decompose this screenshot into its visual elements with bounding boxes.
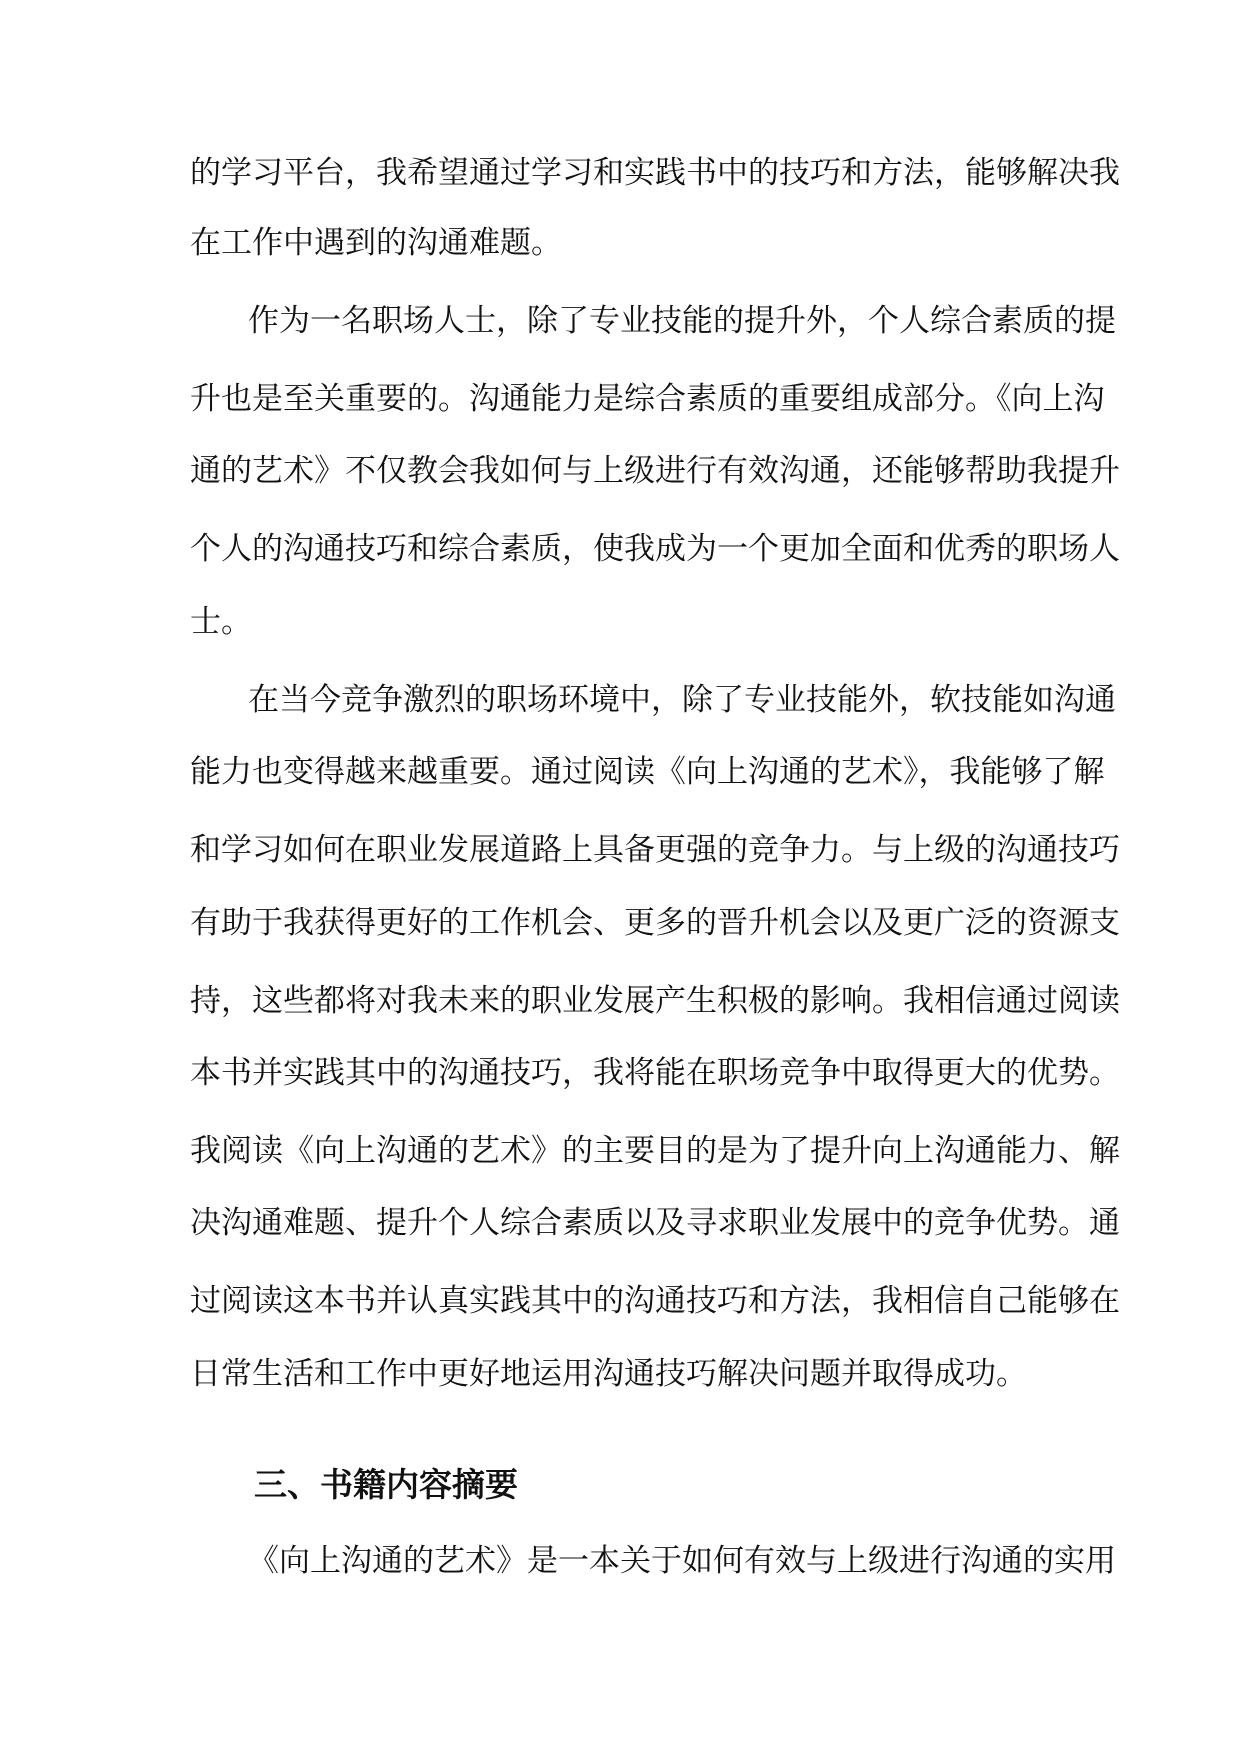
- body-line: 个人的沟通技巧和综合素质，使我成为一个更加全面和优秀的职场人: [190, 531, 1120, 567]
- body-line: 本书并实践其中的沟通技巧，我将能在职场竞争中取得更大的优势。: [190, 1055, 1120, 1091]
- body-line: 日常生活和工作中更好地运用沟通技巧解决问题并取得成功。: [190, 1356, 1027, 1392]
- body-line: 我阅读《向上沟通的艺术》的主要目的是为了提升向上沟通能力、解: [190, 1133, 1120, 1169]
- body-line: 的学习平台，我希望通过学习和实践书中的技巧和方法，能够解决我: [190, 155, 1120, 191]
- body-line: 升也是至关重要的。沟通能力是综合素质的重要组成部分。《向上沟: [190, 381, 1105, 417]
- section-heading: 三、书籍内容摘要: [254, 1465, 518, 1504]
- body-line: 持，这些都将对我未来的职业发展产生积极的影响。我相信通过阅读: [190, 983, 1120, 1019]
- body-line: 通的艺术》不仅教会我如何与上级进行有效沟通，还能够帮助我提升: [190, 453, 1120, 489]
- body-line: 在工作中遇到的沟通难题。: [190, 225, 562, 261]
- body-line: 在当今竞争激烈的职场环境中，除了专业技能外，软技能如沟通: [248, 682, 1116, 718]
- body-line: 有助于我获得更好的工作机会、更多的晋升机会以及更广泛的资源支: [190, 905, 1120, 941]
- body-line: 士。: [190, 604, 252, 640]
- body-line: 《向上沟通的艺术》是一本关于如何有效与上级进行沟通的实用: [248, 1543, 1116, 1579]
- body-line: 作为一名职场人士，除了专业技能的提升外，个人综合素质的提: [248, 303, 1116, 339]
- body-line: 过阅读这本书并认真实践其中的沟通技巧和方法，我相信自己能够在: [190, 1283, 1120, 1319]
- body-line: 和学习如何在职业发展道路上具备更强的竞争力。与上级的沟通技巧: [190, 832, 1120, 868]
- body-line: 能力也变得越来越重要。通过阅读《向上沟通的艺术》，我能够了解: [190, 754, 1105, 790]
- body-line: 决沟通难题、提升个人综合素质以及寻求职业发展中的竞争优势。通: [190, 1205, 1120, 1241]
